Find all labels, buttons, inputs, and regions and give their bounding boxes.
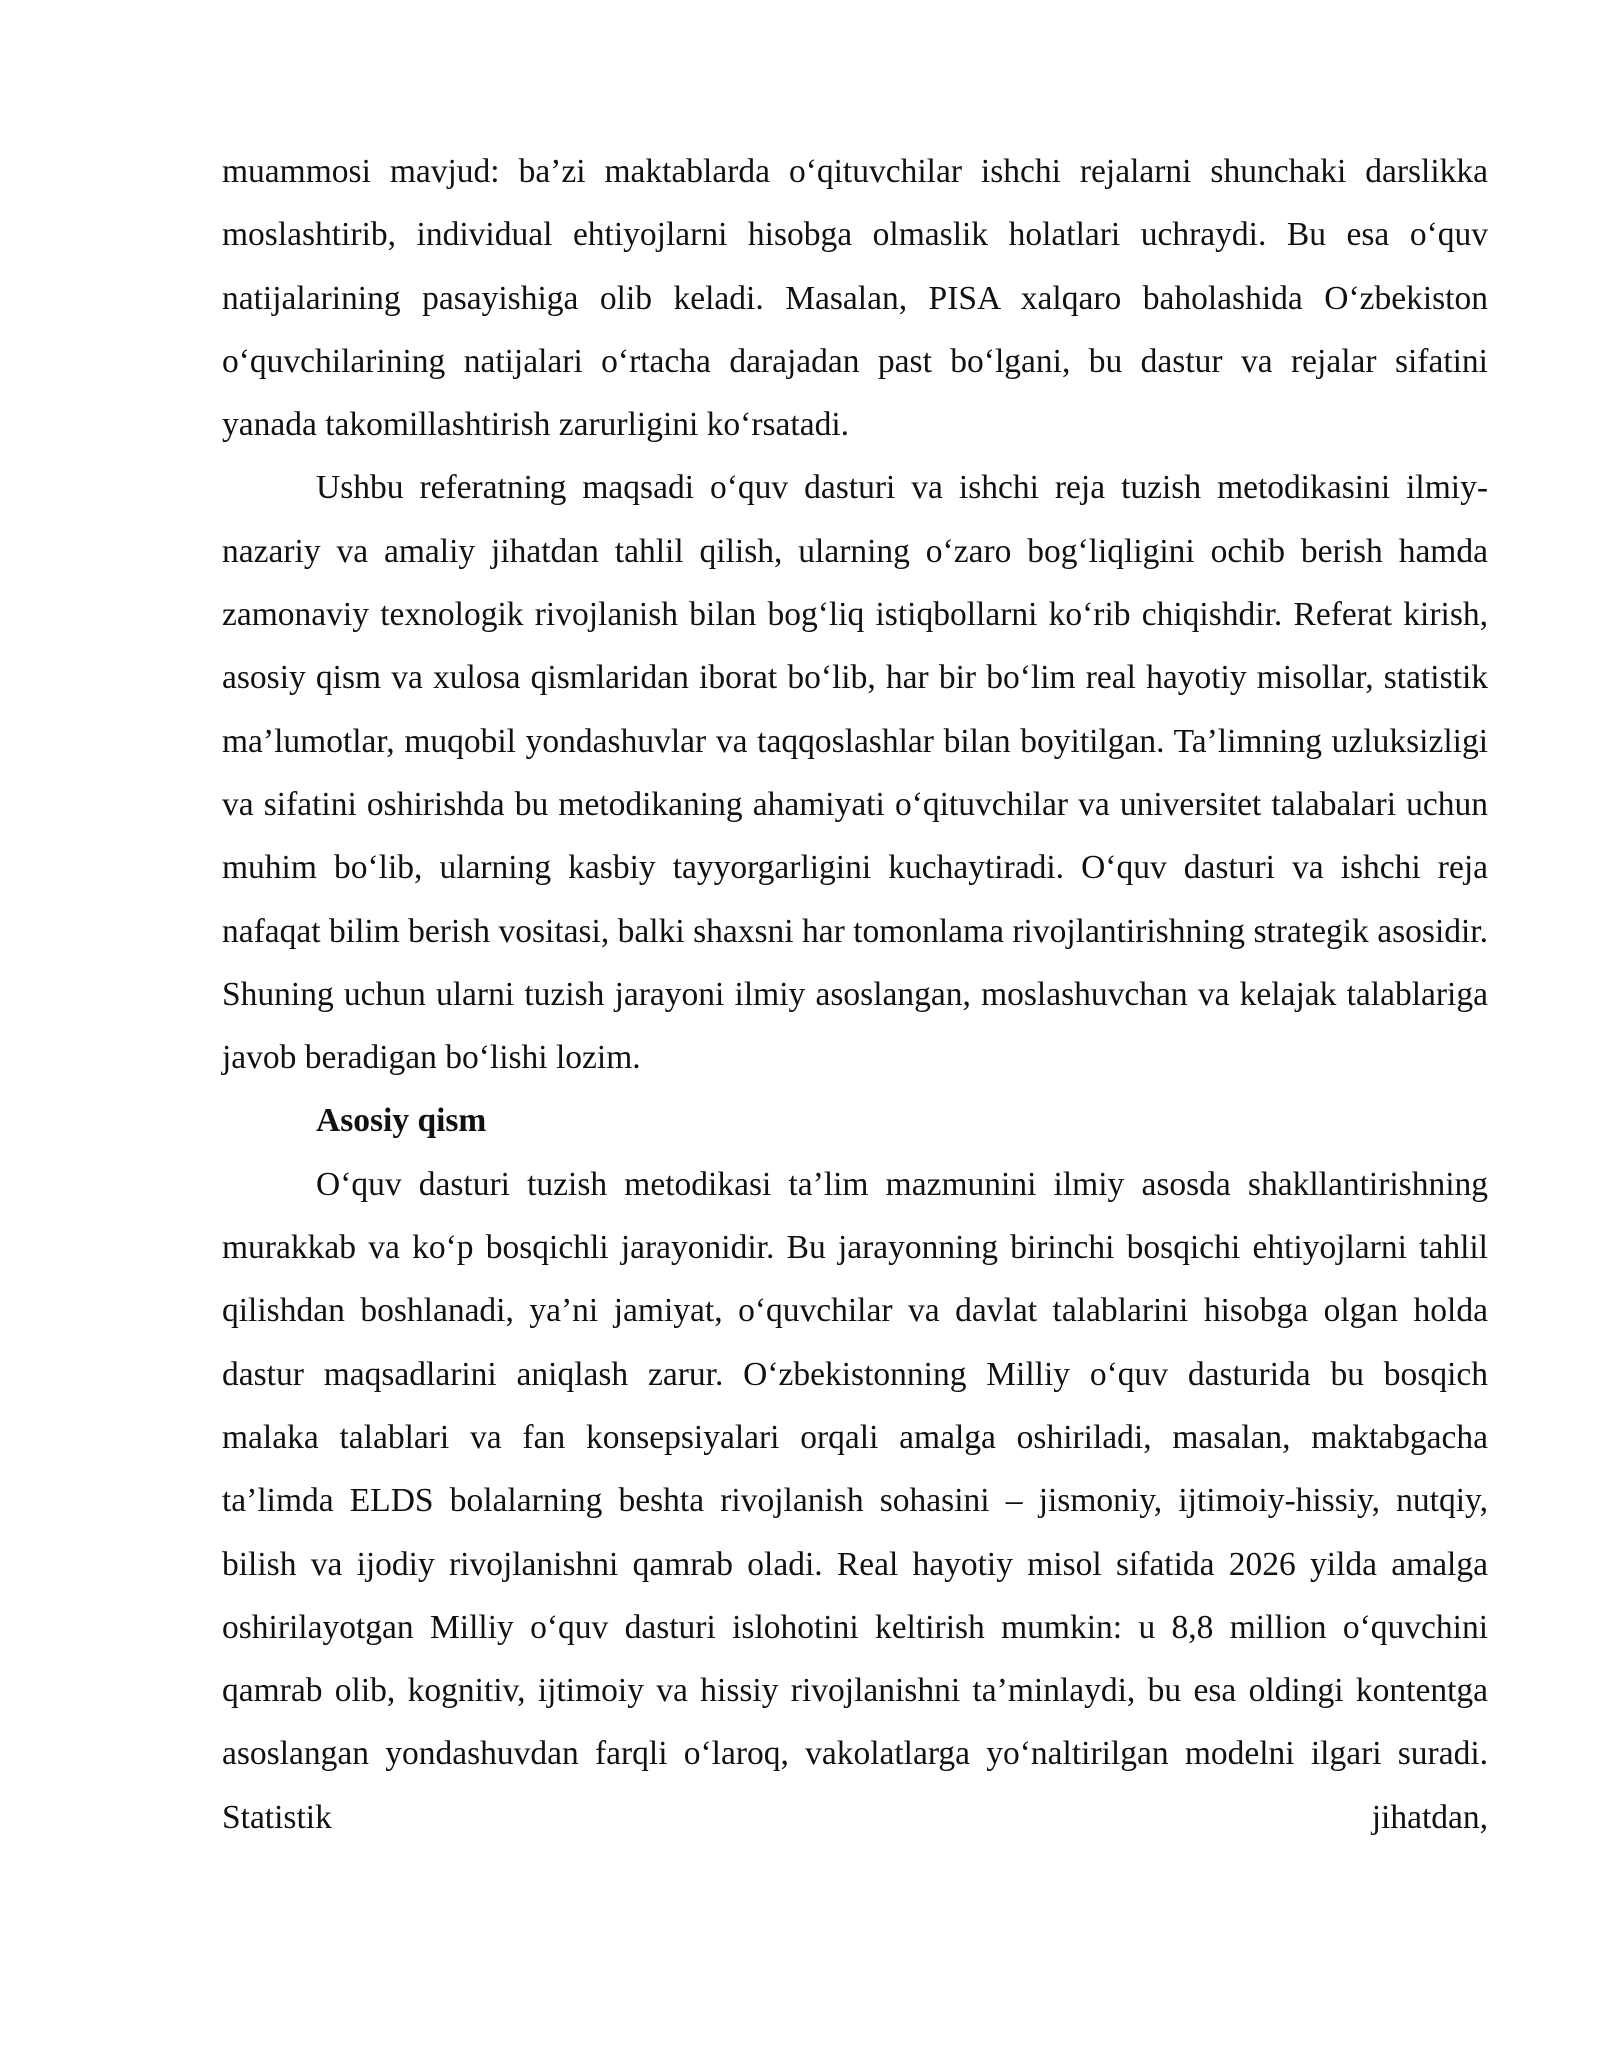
paragraph-aim: Ushbu referatning maqsadi o‘quv dasturi va ishchi reja tuzish metodikasini ilmiy-nazariy va amaliy jihatdan tahlil qilish, ularning o‘zaro bog‘liqligini ochib berish hamda zamonaviy texnologik rivojlanish bilan bog‘liq istiqbollarni ko‘rib chiqishdir. Referat kirish, asosiy qism va xulosa qismlaridan iborat bo‘lib, har bir bo‘lim real hayotiy misollar, statistik ma’lumotlar, muqobil yondashuvlar va taqqoslashlar bilan boyitilgan. Ta’limning uzluksizligi va sifatini oshirishda bu metodikaning ahamiyati o‘qituvchilar va universitet talabalari uchun muhim bo‘lib, ularning kasbiy tayyorgarligini kuchaytiradi. O‘quv dasturi va ishchi reja nafaqat bilim berish vositasi, balki shaxsni har tomonlama rivojlantirishning strategik asosidir. Shuning uchun ularni tuzish jarayoni ilmiy asoslangan, moslashuvchan va kelajak talablariga javob beradigan bo‘lishi lozim. [222,469,1488,1077]
text-column [222,140,1488,1849]
section-heading: Asosiy qism [316,1102,487,1140]
paragraph-continuation: muammosi mavjud: ba’zi maktablarda o‘qituvchilar ishchi rejalarni shunchaki darslikka moslashtirib, individual ehtiyojlarni hisobga olmaslik holatlari uchraydi. Bu esa o‘quv natijalarining pasayishiga olib keladi. Masalan, PISA xalqaro baholashida O‘zbekiston o‘quvchilarining natijalari o‘rtacha darajadan past bo‘lgani, bu dastur va rejalar sifatini yanada takomillashtirish zarurligini ko‘rsatadi. [222,153,1488,444]
paragraph-main: O‘quv dasturi tuzish metodikasi ta’lim mazmunini ilmiy asosda shakllantirishning murakkab va ko‘p bosqichli jarayonidir. Bu jarayonning birinchi bosqichi ehtiyojlarni tahlil qilishdan boshlanadi, ya’ni jamiyat, o‘quvchilar va davlat talablarini hisobga olgan holda dastur maqsadlarini aniqlash zarur. O‘zbekistonning Milliy o‘quv dasturida bu bosqich malaka talablari va fan konsepsiyalari orqali amalga oshiriladi, masalan, maktabgacha ta’limda ELDS bolalarning beshta rivojlanish sohasini – jismoniy, ijtimoiy-hissiy, nutqiy, bilish va ijodiy rivojlanishni qamrab oladi. Real hayotiy misol sifatida 2026 yilda amalga oshirilayotgan Milliy o‘quv dasturi islohotini keltirish mumkin: u 8,8 million o‘quvchini qamrab olib, kognitiv, ijtimoiy va hissiy rivojlanishni ta’minlaydi, bu esa oldingi kontentga asoslangan yondashuvdan farqli o‘laroq, vakolatlarga yo‘naltirilgan modelni ilgari suradi. Statistik jihatdan, [222,1165,1488,1836]
